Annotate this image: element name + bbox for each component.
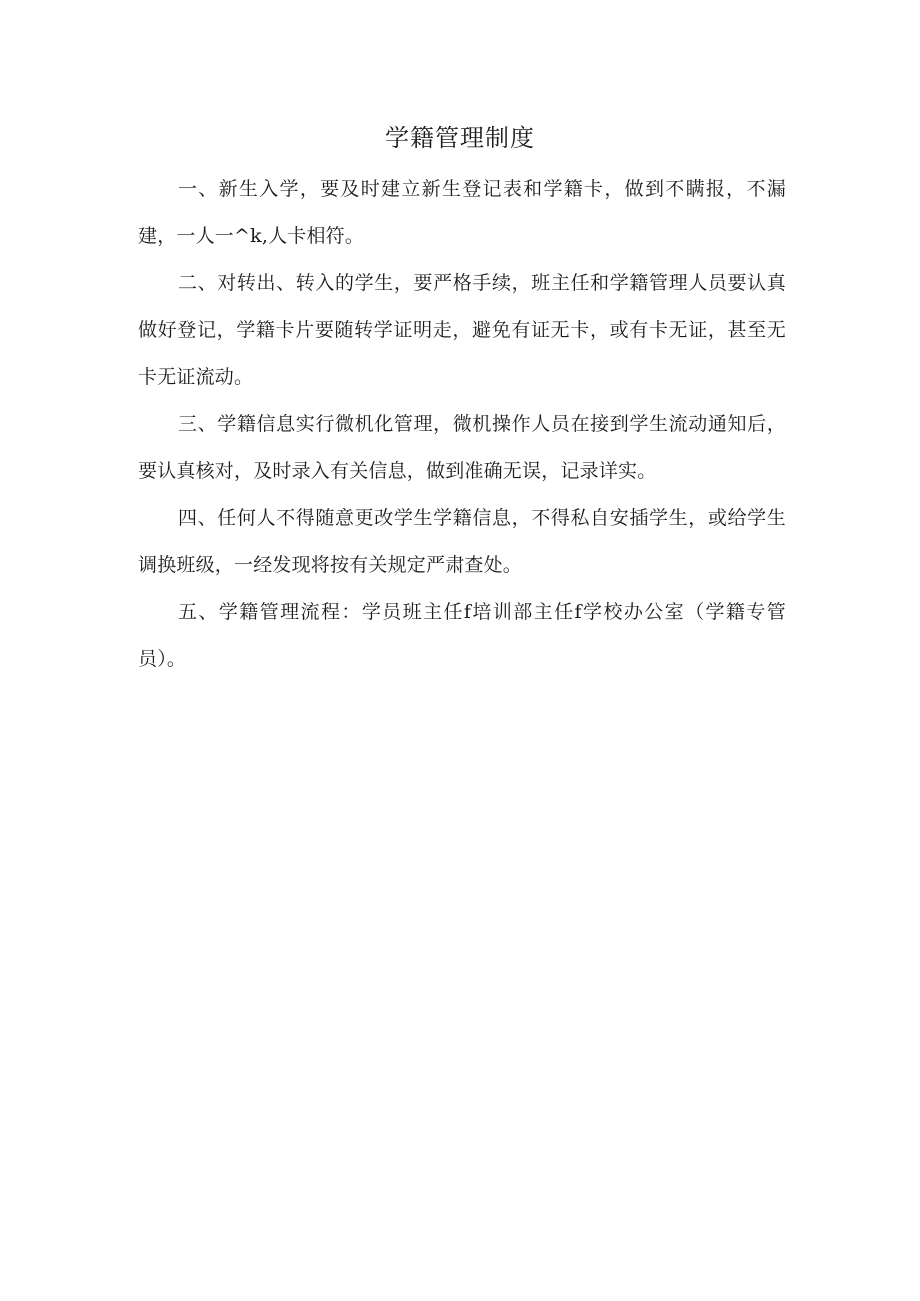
paragraph-4: 四、任何人不得随意更改学生学籍信息，不得私自安插学生，或给学生调换班级，一经发现将按有关规定严肃查处。: [138, 507, 786, 576]
paragraph-5: 五、学籍管理流程：学员班主任f培训部主任f学校办公室（学籍专管员）。: [138, 601, 786, 670]
paragraph-3: 三、学籍信息实行微机化管理，微机操作人员在接到学生流动通知后，要认真核对，及时录入有关信息，做到准确无误，记录详实。: [138, 413, 786, 482]
paragraph-1: 一、新生入学，要及时建立新生登记表和学籍卡，做到不瞒报，不漏建，一人一^k,人卡相符。: [138, 178, 786, 247]
paragraph-2: 二、对转出、转入的学生，要严格手续，班主任和学籍管理人员要认真做好登记，学籍卡片要随转学证明走，避免有证无卡，或有卡无证，甚至无卡无证流动。: [138, 272, 786, 388]
document-body: [138, 166, 786, 683]
document-title: 学籍管理制度: [385, 124, 535, 152]
